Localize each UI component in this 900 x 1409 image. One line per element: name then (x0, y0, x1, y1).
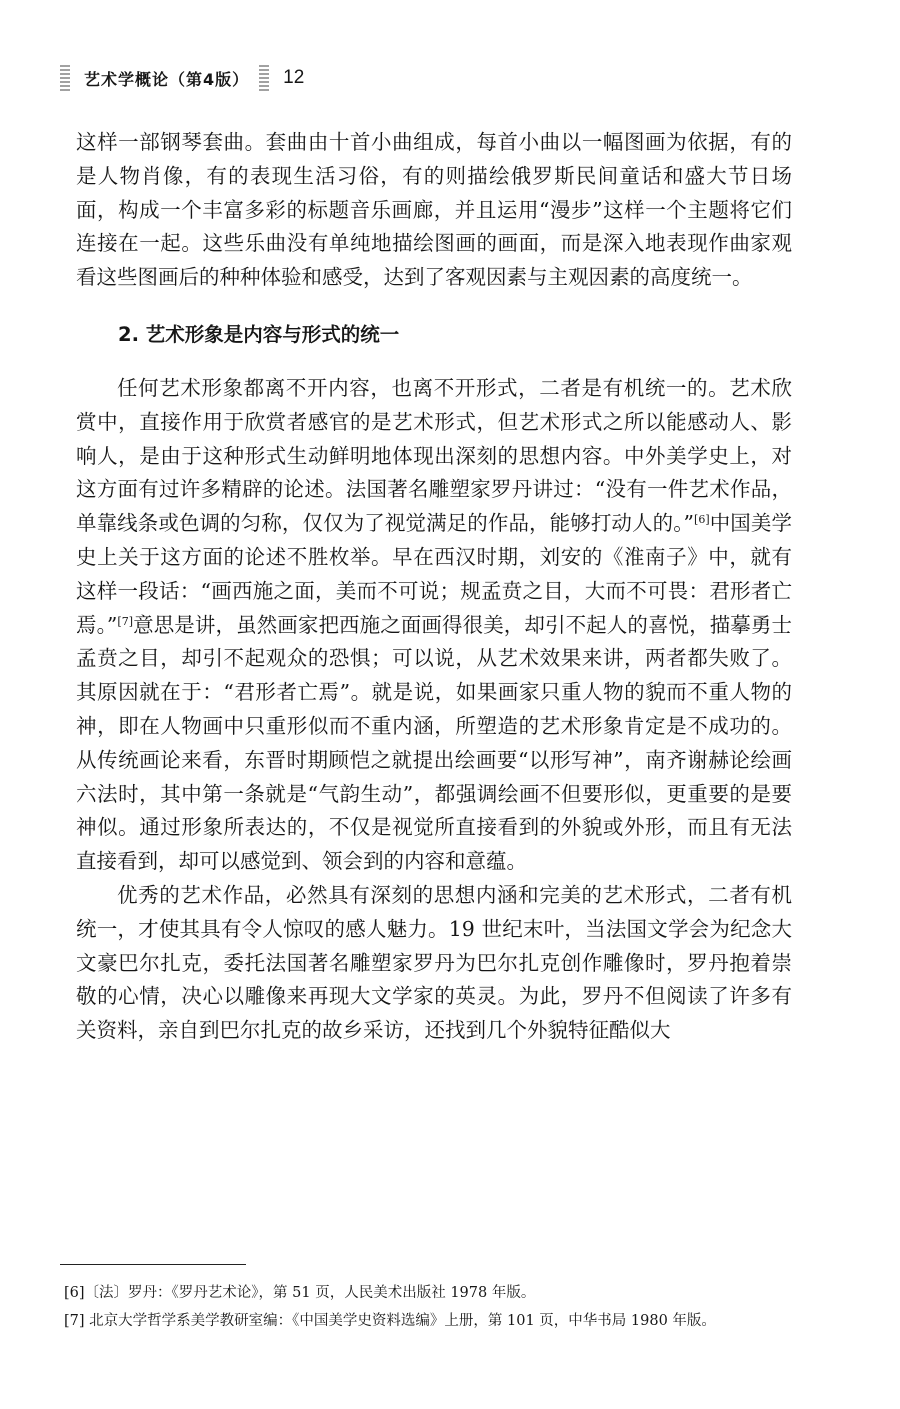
paragraph-text: 意思是讲，虽然画家把西施之面画得很美，却引不起人的喜悦，描摹勇士孟贲之目，却引不起观众的恐惧；可以说，从艺术效果来讲，两者都失败了。其原因就在于：“君形者亡焉”。就是说，如果画家只重人物的貌而不重人物的神，即在人物画中只重形似而不重内涵，所塑造的艺术形象肯定是不成功的。从传统画论来看，东晋时期顾恺之就提出绘画要“以形写神”，南齐谢赫论绘画六法时，其中第一条就是“气韵生动”，都强调绘画不但要形似，更重要的是要神似。通过形象所表达的，不仅是视觉所直接看到的外貌或外形，而且有无法直接看到，却可以感觉到、领会到的内容和意蕴。 (76, 612, 792, 874)
paragraph-rodin: 优秀的艺术作品，必然具有深刻的思想内涵和完美的艺术形式，二者有机统一，才使其具有令人惊叹的感人魅力。19 世纪末叶，当法国文学会为纪念大文豪巴尔扎克，委托法国著名雕塑家罗丹为巴尔扎克创作雕像时，罗丹抱着崇敬的心情，决心以雕像来再现大文学家的英灵。为此，罗丹不但阅读了许多有关资料，亲自到巴尔扎克的故乡采访，还找到几个外貌特征酷似大 (76, 882, 792, 1043)
running-header (60, 58, 304, 98)
paragraph-text: 中国美学史上关于这方面的论述不胜枚举。早在西汉时期，刘安的《淮南子》中，就有这样一段话：“画西施之面，美而不可说；规孟贲之目，大而不可畏：君形者亡焉。” (76, 511, 792, 637)
header-ornament-icon (60, 65, 70, 91)
paragraph-text: 任何艺术形象都离不开内容，也离不开形式，二者是有机统一的。艺术欣赏中，直接作用于欣赏者感官的是艺术形式，但艺术形式之所以能感动人、影响人，是由于这种形式生动鲜明地体现出深刻的思想内容。中外美学史上，对这方面有过许多精辟的论述。法国著名雕塑家罗丹讲过：“没有一件艺术作品，单靠线条或色调的匀称，仅仅为了视觉满足的作品，能够打动人的。” (76, 375, 792, 536)
book-title: 艺术学概论（第4版） (84, 69, 250, 89)
paragraph-intro: 这样一部钢琴套曲。套曲由十首小曲组成，每首小曲以一幅图画为依据，有的是人物肖像，有的表现生活习俗，有的则描绘俄罗斯民间童话和盛大节日场面，构成一个丰富多彩的标题音乐画廊，并且运用“漫步”这样一个主题将它们连接在一起。这些乐曲没有单纯地描绘图画的画面，而是深入地表现作曲家观看这些图画后的种种体验和感受，达到了客观因素与主观因素的高度统一。 (76, 130, 792, 290)
page-number: 12 (283, 67, 305, 88)
section-heading: 2. 艺术形象是内容与形式的统一 (118, 322, 400, 346)
footnote-divider (60, 1264, 246, 1265)
footnote-6: [6]〔法〕罗丹：《罗丹艺术论》，第 51 页，人民美术出版社 1978 年版。 (64, 1285, 536, 1301)
footnote-ref-7[interactable]: [7] (117, 614, 134, 628)
footnote-7: [7] 北京大学哲学系美学教研室编：《中国美学史资料选编》上册，第 101 页，中华书局 1980 年版。 (64, 1313, 716, 1329)
footnotes (64, 1279, 804, 1335)
footnote-ref-6[interactable]: [6] (694, 513, 710, 527)
body-text (76, 126, 792, 1048)
header-ornament-icon (259, 65, 269, 91)
paragraph-content-form (76, 372, 792, 879)
